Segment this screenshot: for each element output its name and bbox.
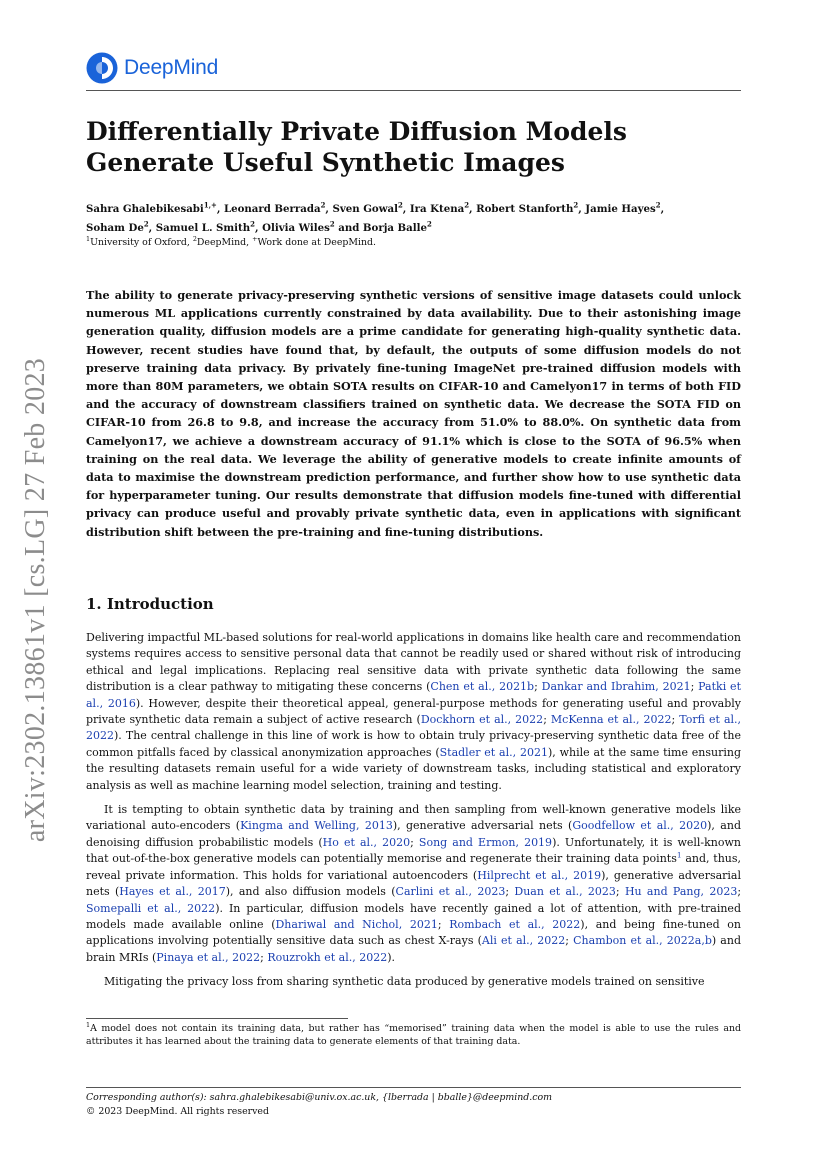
text-run: ). Unfortunately, it is well-known that out-of-the-box generative models can potentially memorise and regenerate their training data points: [86, 835, 741, 866]
citation-link[interactable]: Ali et al., 2022: [481, 934, 566, 948]
author-name: Ira Ktena: [409, 203, 465, 215]
citation-link[interactable]: Hilprecht et al., 2019: [477, 868, 602, 882]
text-run: ), generative adversarial nets (: [392, 819, 573, 833]
author: [585, 200, 661, 215]
corresponding-author: Corresponding author(s): sahra.ghalebikesabi@univ.ox.ac.uk, {lberrada | bballe}@deepmind.com: [86, 1092, 553, 1103]
affiliation-text: Work done at DeepMind.: [257, 237, 377, 248]
author-affil-mark: 2: [655, 200, 661, 210]
author-name: Robert Stanforth: [476, 203, 574, 215]
section-heading-introduction: 1. Introduction: [86, 595, 214, 613]
citation-link[interactable]: Chen et al., 2021b: [430, 680, 535, 694]
citation-link[interactable]: Kingma and Welling, 2013: [240, 819, 393, 833]
arxiv-identifier: arXiv:2302.13861v1 [cs.LG] 27 Feb 2023: [20, 357, 51, 843]
author-affil-mark: 2: [250, 219, 255, 229]
author-affil-mark: 2: [464, 200, 470, 210]
introduction-body: [86, 630, 741, 999]
author-name: Sahra Ghalebikesabi: [86, 203, 204, 215]
author: [262, 219, 335, 234]
citation-link[interactable]: Chambon et al., 2022a,b: [573, 934, 712, 948]
author-name: Samuel L. Smith: [155, 222, 251, 234]
text-run: ). However, despite their theoretical appeal, general-purpose methods for generating useful and provably private synthetic data remain a subject of active research (: [86, 696, 742, 727]
text-run: ;: [534, 680, 542, 694]
author-affil-mark: 2: [573, 200, 579, 210]
citation-link[interactable]: Rouzrokh et al., 2022: [267, 950, 388, 964]
text-run: ), generative adversarial nets (: [86, 868, 742, 899]
author-affil-mark: 2: [329, 219, 335, 229]
text-run: Delivering impactful ML-based solutions for real-world applications in domains like health care and recommendation systems requires access to sensitive personal data that cannot be readily used or shared without risk of introducing ethical and legal implications. Replacing real sensitive data with private synthetic data following the same distribution is a clear pathway to mitigating these concerns (: [86, 631, 741, 694]
author-name: Sven Gowal: [332, 203, 398, 215]
author-affil-mark: 2: [426, 219, 432, 229]
citation-link[interactable]: Goodfellow et al., 2020: [572, 819, 708, 833]
text-run: ;: [543, 713, 551, 727]
author-name: Borja Balle: [362, 222, 427, 234]
author-name: Leonard Berrada: [223, 203, 321, 215]
text-run: ), while at the same time ensuring the resulting datasets remain useful for a wide variety of downstream tasks, including statistical and exploratory analysis as well as machine learning model selection, training and testing.: [86, 745, 742, 792]
citation-link[interactable]: Somepalli et al., 2022: [86, 901, 216, 915]
affiliations: [86, 236, 741, 250]
author-name: Jamie Hayes: [585, 203, 656, 215]
paragraph: [86, 630, 741, 794]
author-affil-mark: 2: [397, 200, 403, 210]
paragraph: [86, 802, 741, 966]
author-name: Olivia Wiles: [262, 222, 330, 234]
text-run: ), and being fine-tuned on applications involving potentially sensitive data such as chest X-rays (: [86, 917, 741, 948]
citation-link[interactable]: Dhariwal and Nichol, 2021: [275, 917, 438, 931]
author: [223, 200, 326, 215]
deepmind-logo: [86, 52, 218, 84]
citation-link[interactable]: Pinaya et al., 2022: [156, 950, 261, 964]
footer: [86, 1091, 741, 1119]
text-run: ).: [387, 950, 396, 964]
text-run: ) and brain MRIs (: [86, 934, 741, 964]
footnote: [86, 1022, 741, 1048]
citation-link[interactable]: Carlini et al., 2023: [395, 885, 506, 899]
text-run: ), and also diffusion models (: [225, 885, 396, 899]
text-run: ;: [737, 885, 742, 899]
text-run: ;: [615, 885, 625, 899]
text-run: ). The central challenge in this line of work is how to obtain truly privacy-preserving synthetic data free of the common pitfalls faced by classical anonymization approaches (: [86, 729, 741, 759]
logo-text: DeepMind: [124, 56, 219, 79]
author: [362, 219, 432, 234]
citation-link[interactable]: McKenna et al., 2022: [550, 713, 672, 727]
citation-link[interactable]: Hu and Pang, 2023: [624, 885, 738, 899]
text-run: ). In particular, diffusion models have recently gained a lot of attention, with pre-trained models made available online (: [86, 901, 741, 931]
text-run: ;: [437, 917, 450, 931]
copyright: © 2023 DeepMind. All rights reserved: [86, 1106, 269, 1117]
citation-link[interactable]: Torfi et al., 2022: [86, 713, 742, 743]
abstract: The ability to generate privacy-preserving synthetic versions of sensitive image datasets could unlock numerous ML applications currently constrained by data availability. Due to their astonishing image generation quality, diffusion models are a prime candidate for generating high-quality synthetic data. However, recent studies have found that, by default, the outputs of some diffusion models do not preserve training data privacy. By privately fine-tuning ImageNet pre-trained diffusion models with more than 80M parameters, we obtain SOTA results on CIFAR-10 and Camelyon17 in terms of both FID and the accuracy of downstream classifiers trained on synthetic data. We decrease the SOTA FID on CIFAR-10 from 26.8 to 9.8, and increase the accuracy from 51.0% to 88.0%. On synthetic data from Camelyon17, we achieve a downstream accuracy of 91.1% which is close to the SOTA of 96.5% when training on the real data. We leverage the ability of generative models to create infinite amounts of data to maximise the downstream prediction performance, and further show how to use synthetic data for hyperparameter tuning. Our results demonstrate that diffusion models fine-tuned with differential privacy can produce useful and provably private synthetic data, even in applications with significant distribution shift between the pre-training and fine-tuning distributions.: [86, 288, 741, 539]
text-run: It is tempting to obtain synthetic data by training and then sampling from well-known generative models like variational auto-encoders (: [86, 803, 741, 833]
author: [86, 219, 149, 234]
author-affil-mark: 2: [143, 219, 149, 229]
text-run: ;: [690, 680, 699, 694]
paragraph: [86, 974, 741, 990]
affiliation-mark: 2: [192, 234, 197, 243]
citation-link[interactable]: Dockhorn et al., 2022: [420, 713, 544, 727]
deepmind-logo-icon: [86, 52, 118, 84]
author: [86, 200, 217, 215]
text-run: ;: [505, 885, 515, 899]
affiliation-text: DeepMind,: [196, 237, 253, 248]
text-run: ;: [410, 835, 419, 849]
citation-link[interactable]: Dankar and Ibrahim, 2021: [541, 680, 691, 694]
citation-link[interactable]: Patki et al., 2016: [86, 680, 741, 710]
citation-link[interactable]: Song and Ermon, 2019: [418, 835, 553, 849]
header-rule: [86, 90, 741, 91]
citation-link[interactable]: Stadler et al., 2021: [439, 745, 548, 759]
author: [155, 219, 255, 234]
footer-rule: [86, 1087, 741, 1088]
affiliation-mark: 1: [86, 234, 91, 243]
affiliation-mark: +: [252, 234, 258, 243]
footnote-mark: 1: [86, 1020, 91, 1029]
text-run: Mitigating the privacy loss from sharing synthetic data produced by generative models trained on sensitive: [104, 975, 705, 989]
footnote-ref[interactable]: 1: [676, 850, 682, 860]
author-name: Soham De: [86, 222, 144, 234]
author-affil-mark: 1,+: [203, 200, 217, 210]
paper-title: Differentially Private Diffusion Models Generate Useful Synthetic Images: [86, 117, 627, 177]
author: [476, 200, 579, 215]
affiliation-text: University of Oxford,: [90, 237, 193, 248]
citation-link[interactable]: Hayes et al., 2017: [119, 885, 226, 899]
author-list: Sahra Ghalebikesabi$^{1,+}$, Leonard Berrada$^2$, Sven Gowal$^2$, Ira Ktena$^2$, Robert Stanforth$^2$, Jamie Hayes$^2$, Soham De$^2$, Samuel L. Smith$^2$, Olivia Wiles$^2$ and Borja Balle$^2$: [86, 200, 665, 234]
author: [332, 200, 403, 215]
footnote-rule: [86, 1018, 348, 1019]
text-run: ;: [565, 934, 574, 948]
text-run: ;: [260, 950, 268, 964]
citation-link[interactable]: Duan et al., 2023: [514, 885, 616, 899]
author-affil-mark: 2: [320, 200, 326, 210]
citation-link[interactable]: Rombach et al., 2022: [449, 917, 581, 931]
author: [409, 200, 470, 215]
text-run: ;: [671, 713, 680, 727]
citation-link[interactable]: Ho et al., 2020: [322, 835, 411, 849]
text-run: and, thus, reveal private information. This holds for variational autoencoders (: [86, 852, 742, 882]
footnote-text: A model does not contain its training data, but rather has “memorised” training data when the model is able to use the rules and attributes it has learned about the training data to generate elements of that training data.: [86, 1023, 741, 1047]
text-run: ), and denoising diffusion probabilistic models (: [86, 819, 741, 849]
